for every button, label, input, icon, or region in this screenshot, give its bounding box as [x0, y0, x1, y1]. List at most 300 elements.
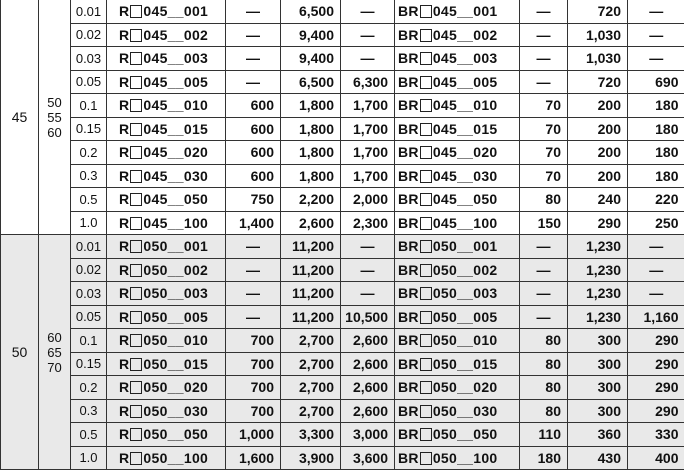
- table-row: [1, 282, 684, 306]
- value-e-cell: 300: [568, 352, 628, 376]
- mount-sizes-cell: [39, 235, 71, 470]
- value-e-cell: 1,030: [568, 47, 628, 71]
- mount-size: 65: [47, 344, 62, 360]
- square-box-icon: [420, 146, 432, 159]
- square-box-icon: [130, 334, 142, 347]
- table-row: [1, 47, 684, 71]
- value-f-cell: 180: [628, 164, 684, 188]
- br-model-suffix: 050__015: [432, 355, 498, 372]
- value-b-cell: 1,800: [281, 117, 341, 141]
- value-d-cell: 70: [520, 141, 568, 165]
- square-box-icon: [130, 287, 142, 300]
- value-d-cell: 70: [520, 164, 568, 188]
- value-a-cell: 600: [226, 141, 281, 165]
- value-b-cell: 2,600: [281, 211, 341, 235]
- square-box-icon: [420, 381, 432, 394]
- model-number-cell: [107, 117, 226, 141]
- table-row: [1, 211, 684, 235]
- value-a-cell: 700: [226, 352, 281, 376]
- mount-size: 70: [47, 359, 62, 375]
- mount-sizes-cell: [39, 0, 71, 235]
- stroke-cell: 0.05: [71, 305, 107, 329]
- square-box-icon: [130, 76, 142, 89]
- square-box-icon: [420, 287, 432, 300]
- value-a-cell: —: [226, 305, 281, 329]
- square-box-icon: [130, 193, 142, 206]
- value-f-cell: 400: [628, 446, 684, 470]
- model-suffix: 050__005: [143, 308, 209, 325]
- stroke-cell: 0.15: [71, 117, 107, 141]
- br-model-number-cell: [395, 399, 520, 423]
- value-e-cell: 1,030: [568, 23, 628, 47]
- value-b-cell: 2,200: [281, 188, 341, 212]
- model-prefix: R: [119, 26, 130, 43]
- model-suffix: 050__003: [143, 285, 209, 302]
- model-prefix: R: [119, 50, 130, 67]
- model-suffix: 045__030: [143, 167, 209, 184]
- value-c-cell: 2,300: [341, 211, 395, 235]
- value-e-cell: 290: [568, 211, 628, 235]
- value-b-cell: 6,500: [281, 70, 341, 94]
- value-d-cell: 150: [520, 211, 568, 235]
- br-model-number-cell: [395, 0, 520, 23]
- value-e-cell: 1,230: [568, 235, 628, 259]
- value-f-cell: —: [628, 258, 684, 282]
- square-box-icon: [420, 358, 432, 371]
- value-c-cell: 6,300: [341, 70, 395, 94]
- model-suffix: 045__005: [143, 73, 209, 90]
- stroke-cell: 1.0: [71, 446, 107, 470]
- square-box-icon: [130, 5, 142, 18]
- square-box-icon: [130, 52, 142, 65]
- value-a-cell: 600: [226, 117, 281, 141]
- model-suffix: 045__020: [143, 144, 209, 161]
- stroke-cell: 0.15: [71, 352, 107, 376]
- value-e-cell: 1,230: [568, 258, 628, 282]
- value-a-cell: 700: [226, 399, 281, 423]
- value-c-cell: —: [341, 235, 395, 259]
- stroke-cell: 0.1: [71, 329, 107, 353]
- value-b-cell: 3,300: [281, 423, 341, 447]
- br-model-suffix: 050__001: [432, 238, 498, 255]
- value-b-cell: 6,500: [281, 0, 341, 23]
- square-box-icon: [420, 452, 432, 465]
- stroke-cell: 0.05: [71, 70, 107, 94]
- square-box-icon: [420, 52, 432, 65]
- value-f-cell: 180: [628, 117, 684, 141]
- square-box-icon: [130, 146, 142, 159]
- br-model-number-cell: [395, 117, 520, 141]
- value-b-cell: 11,200: [281, 305, 341, 329]
- table-row: [1, 0, 684, 23]
- br-model-number-cell: [395, 141, 520, 165]
- br-model-prefix: BR: [398, 449, 419, 466]
- value-c-cell: —: [341, 258, 395, 282]
- value-b-cell: 9,400: [281, 23, 341, 47]
- stroke-cell: 0.5: [71, 188, 107, 212]
- value-f-cell: —: [628, 47, 684, 71]
- value-d-cell: —: [520, 282, 568, 306]
- square-box-icon: [130, 240, 142, 253]
- value-e-cell: 300: [568, 376, 628, 400]
- square-box-icon: [420, 170, 432, 183]
- value-d-cell: —: [520, 305, 568, 329]
- value-c-cell: 2,000: [341, 188, 395, 212]
- model-prefix: R: [119, 3, 130, 20]
- square-box-icon: [130, 123, 142, 136]
- br-model-suffix: 045__010: [432, 97, 498, 114]
- model-suffix: 050__002: [143, 261, 209, 278]
- br-model-suffix: 045__100: [432, 214, 498, 231]
- model-prefix: R: [119, 191, 130, 208]
- value-d-cell: —: [520, 23, 568, 47]
- value-a-cell: —: [226, 258, 281, 282]
- value-c-cell: —: [341, 282, 395, 306]
- square-box-icon: [420, 240, 432, 253]
- value-b-cell: 1,800: [281, 141, 341, 165]
- value-e-cell: 1,230: [568, 282, 628, 306]
- value-a-cell: 600: [226, 164, 281, 188]
- stroke-cell: 0.02: [71, 23, 107, 47]
- value-d-cell: 70: [520, 94, 568, 118]
- value-b-cell: 2,700: [281, 399, 341, 423]
- table-row: [1, 376, 684, 400]
- br-model-suffix: 045__020: [432, 144, 498, 161]
- model-suffix: 050__100: [143, 449, 209, 466]
- br-model-prefix: BR: [398, 50, 419, 67]
- model-number-cell: [107, 141, 226, 165]
- table-row: [1, 399, 684, 423]
- model-number-cell: [107, 423, 226, 447]
- br-model-prefix: BR: [398, 144, 419, 161]
- value-d-cell: —: [520, 235, 568, 259]
- value-d-cell: 80: [520, 188, 568, 212]
- value-e-cell: 240: [568, 188, 628, 212]
- br-model-suffix: 050__100: [432, 449, 498, 466]
- table-row: [1, 305, 684, 329]
- stroke-cell: 1.0: [71, 211, 107, 235]
- br-model-number-cell: [395, 70, 520, 94]
- value-c-cell: 2,600: [341, 329, 395, 353]
- br-model-suffix: 045__050: [432, 191, 498, 208]
- model-number-cell: [107, 211, 226, 235]
- value-c-cell: —: [341, 23, 395, 47]
- br-model-number-cell: [395, 188, 520, 212]
- stroke-cell: 0.5: [71, 423, 107, 447]
- model-suffix: 045__015: [143, 120, 209, 137]
- model-number-cell: [107, 376, 226, 400]
- br-model-prefix: BR: [398, 214, 419, 231]
- model-suffix: 045__010: [143, 97, 209, 114]
- value-b-cell: 1,800: [281, 94, 341, 118]
- square-box-icon: [420, 334, 432, 347]
- value-a-cell: 1,000: [226, 423, 281, 447]
- square-box-icon: [130, 264, 142, 277]
- value-a-cell: —: [226, 23, 281, 47]
- value-a-cell: 1,400: [226, 211, 281, 235]
- model-suffix: 050__030: [143, 402, 209, 419]
- model-number-cell: [107, 352, 226, 376]
- model-number-cell: [107, 282, 226, 306]
- square-box-icon: [130, 428, 142, 441]
- br-model-number-cell: [395, 235, 520, 259]
- stroke-cell: 0.2: [71, 141, 107, 165]
- value-b-cell: 9,400: [281, 47, 341, 71]
- br-model-suffix: 045__002: [432, 26, 498, 43]
- table-row: [1, 70, 684, 94]
- value-f-cell: 290: [628, 352, 684, 376]
- model-prefix: R: [119, 355, 130, 372]
- br-model-prefix: BR: [398, 355, 419, 372]
- br-model-suffix: 050__030: [432, 402, 498, 419]
- square-box-icon: [130, 99, 142, 112]
- square-box-icon: [130, 452, 142, 465]
- value-d-cell: —: [520, 0, 568, 23]
- br-model-number-cell: [395, 329, 520, 353]
- value-f-cell: 690: [628, 70, 684, 94]
- value-c-cell: 3,000: [341, 423, 395, 447]
- value-b-cell: 2,700: [281, 352, 341, 376]
- square-box-icon: [130, 29, 142, 42]
- value-f-cell: —: [628, 282, 684, 306]
- value-c-cell: 10,500: [341, 305, 395, 329]
- value-d-cell: 80: [520, 399, 568, 423]
- stroke-cell: 0.01: [71, 235, 107, 259]
- square-box-icon: [420, 99, 432, 112]
- br-model-prefix: BR: [398, 167, 419, 184]
- value-b-cell: 11,200: [281, 235, 341, 259]
- br-model-suffix: 050__010: [432, 332, 498, 349]
- value-a-cell: 700: [226, 376, 281, 400]
- value-e-cell: 300: [568, 399, 628, 423]
- value-a-cell: —: [226, 282, 281, 306]
- br-model-suffix: 050__020: [432, 379, 498, 396]
- model-prefix: R: [119, 214, 130, 231]
- value-c-cell: 2,600: [341, 376, 395, 400]
- br-model-number-cell: [395, 94, 520, 118]
- square-box-icon: [420, 123, 432, 136]
- br-model-prefix: BR: [398, 238, 419, 255]
- br-model-suffix: 045__005: [432, 73, 498, 90]
- model-prefix: R: [119, 97, 130, 114]
- br-model-suffix: 045__015: [432, 120, 498, 137]
- model-number-cell: [107, 446, 226, 470]
- square-box-icon: [420, 217, 432, 230]
- model-number-cell: [107, 23, 226, 47]
- value-c-cell: 1,700: [341, 141, 395, 165]
- br-model-number-cell: [395, 446, 520, 470]
- br-model-number-cell: [395, 23, 520, 47]
- br-model-number-cell: [395, 423, 520, 447]
- square-box-icon: [420, 29, 432, 42]
- mount-size: 60: [47, 124, 62, 140]
- square-box-icon: [420, 5, 432, 18]
- model-number-cell: [107, 235, 226, 259]
- stroke-cell: 0.02: [71, 258, 107, 282]
- br-model-number-cell: [395, 47, 520, 71]
- br-model-suffix: 045__003: [432, 50, 498, 67]
- value-f-cell: 180: [628, 94, 684, 118]
- square-box-icon: [420, 428, 432, 441]
- value-a-cell: —: [226, 0, 281, 23]
- value-e-cell: 300: [568, 329, 628, 353]
- model-suffix: 050__001: [143, 238, 209, 255]
- value-f-cell: —: [628, 235, 684, 259]
- model-prefix: R: [119, 449, 130, 466]
- br-model-suffix: 050__003: [432, 285, 498, 302]
- model-suffix: 050__020: [143, 379, 209, 396]
- br-model-suffix: 045__001: [432, 3, 498, 20]
- br-model-prefix: BR: [398, 261, 419, 278]
- br-model-prefix: BR: [398, 379, 419, 396]
- model-number-cell: [107, 305, 226, 329]
- model-prefix: R: [119, 308, 130, 325]
- value-f-cell: 1,160: [628, 305, 684, 329]
- br-model-prefix: BR: [398, 26, 419, 43]
- br-model-prefix: BR: [398, 3, 419, 20]
- model-prefix: R: [119, 144, 130, 161]
- value-c-cell: 1,700: [341, 117, 395, 141]
- value-c-cell: 1,700: [341, 94, 395, 118]
- value-b-cell: 11,200: [281, 258, 341, 282]
- table-row: [1, 23, 684, 47]
- br-model-prefix: BR: [398, 120, 419, 137]
- table-row: [1, 141, 684, 165]
- value-d-cell: —: [520, 258, 568, 282]
- value-f-cell: 220: [628, 188, 684, 212]
- model-suffix: 050__010: [143, 332, 209, 349]
- value-e-cell: 1,230: [568, 305, 628, 329]
- model-prefix: R: [119, 285, 130, 302]
- model-suffix: 045__001: [143, 3, 209, 20]
- value-f-cell: 250: [628, 211, 684, 235]
- br-model-suffix: 050__002: [432, 261, 498, 278]
- value-e-cell: 200: [568, 94, 628, 118]
- value-a-cell: 750: [226, 188, 281, 212]
- model-prefix: R: [119, 402, 130, 419]
- br-model-prefix: BR: [398, 426, 419, 443]
- model-prefix: R: [119, 167, 130, 184]
- model-prefix: R: [119, 332, 130, 349]
- stroke-cell: 0.03: [71, 282, 107, 306]
- value-c-cell: —: [341, 0, 395, 23]
- br-model-suffix: 050__050: [432, 426, 498, 443]
- br-model-prefix: BR: [398, 402, 419, 419]
- value-e-cell: 430: [568, 446, 628, 470]
- table-row: [1, 117, 684, 141]
- square-box-icon: [130, 381, 142, 394]
- table-row: [1, 164, 684, 188]
- square-box-icon: [130, 405, 142, 418]
- value-f-cell: —: [628, 0, 684, 23]
- model-number-cell: [107, 329, 226, 353]
- value-d-cell: 80: [520, 352, 568, 376]
- model-suffix: 050__050: [143, 426, 209, 443]
- value-e-cell: 360: [568, 423, 628, 447]
- stroke-cell: 0.3: [71, 399, 107, 423]
- value-d-cell: 80: [520, 329, 568, 353]
- model-suffix: 045__100: [143, 214, 209, 231]
- value-a-cell: 600: [226, 94, 281, 118]
- bore-diameter-cell: 50: [1, 235, 39, 470]
- model-suffix: 050__015: [143, 355, 209, 372]
- br-model-prefix: BR: [398, 285, 419, 302]
- value-c-cell: 2,600: [341, 352, 395, 376]
- br-model-number-cell: [395, 305, 520, 329]
- model-number-cell: [107, 70, 226, 94]
- model-suffix: 045__050: [143, 191, 209, 208]
- square-box-icon: [420, 76, 432, 89]
- stroke-cell: 0.1: [71, 94, 107, 118]
- br-model-number-cell: [395, 376, 520, 400]
- value-b-cell: 2,700: [281, 329, 341, 353]
- br-model-prefix: BR: [398, 191, 419, 208]
- table-row: [1, 94, 684, 118]
- bore-diameter-cell: 45: [1, 0, 39, 235]
- value-f-cell: —: [628, 23, 684, 47]
- value-a-cell: —: [226, 47, 281, 71]
- square-box-icon: [130, 311, 142, 324]
- br-model-suffix: 045__030: [432, 167, 498, 184]
- br-model-suffix: 050__005: [432, 308, 498, 325]
- model-suffix: 045__002: [143, 26, 209, 43]
- table-row: [1, 423, 684, 447]
- model-prefix: R: [119, 426, 130, 443]
- br-model-number-cell: [395, 352, 520, 376]
- square-box-icon: [130, 217, 142, 230]
- br-model-prefix: BR: [398, 308, 419, 325]
- value-d-cell: —: [520, 70, 568, 94]
- value-e-cell: 720: [568, 70, 628, 94]
- value-e-cell: 200: [568, 164, 628, 188]
- br-model-number-cell: [395, 282, 520, 306]
- value-f-cell: 180: [628, 141, 684, 165]
- value-a-cell: —: [226, 70, 281, 94]
- value-f-cell: 330: [628, 423, 684, 447]
- value-d-cell: —: [520, 47, 568, 71]
- square-box-icon: [420, 264, 432, 277]
- value-e-cell: 200: [568, 117, 628, 141]
- value-a-cell: —: [226, 235, 281, 259]
- stroke-cell: 0.03: [71, 47, 107, 71]
- model-suffix: 045__003: [143, 50, 209, 67]
- square-box-icon: [420, 311, 432, 324]
- br-model-number-cell: [395, 211, 520, 235]
- square-box-icon: [420, 193, 432, 206]
- br-model-number-cell: [395, 258, 520, 282]
- value-d-cell: 70: [520, 117, 568, 141]
- value-d-cell: 80: [520, 376, 568, 400]
- br-model-number-cell: [395, 164, 520, 188]
- br-model-prefix: BR: [398, 332, 419, 349]
- value-a-cell: 700: [226, 329, 281, 353]
- model-number-cell: [107, 47, 226, 71]
- mount-size: 50: [47, 94, 62, 110]
- value-f-cell: 290: [628, 329, 684, 353]
- value-d-cell: 110: [520, 423, 568, 447]
- model-prefix: R: [119, 379, 130, 396]
- value-e-cell: 720: [568, 0, 628, 23]
- br-model-prefix: BR: [398, 73, 419, 90]
- spec-table-body: [1, 0, 684, 470]
- model-number-cell: [107, 258, 226, 282]
- value-a-cell: 1,600: [226, 446, 281, 470]
- value-b-cell: 3,900: [281, 446, 341, 470]
- stroke-cell: 0.01: [71, 0, 107, 23]
- model-prefix: R: [119, 120, 130, 137]
- value-f-cell: 290: [628, 399, 684, 423]
- value-b-cell: 2,700: [281, 376, 341, 400]
